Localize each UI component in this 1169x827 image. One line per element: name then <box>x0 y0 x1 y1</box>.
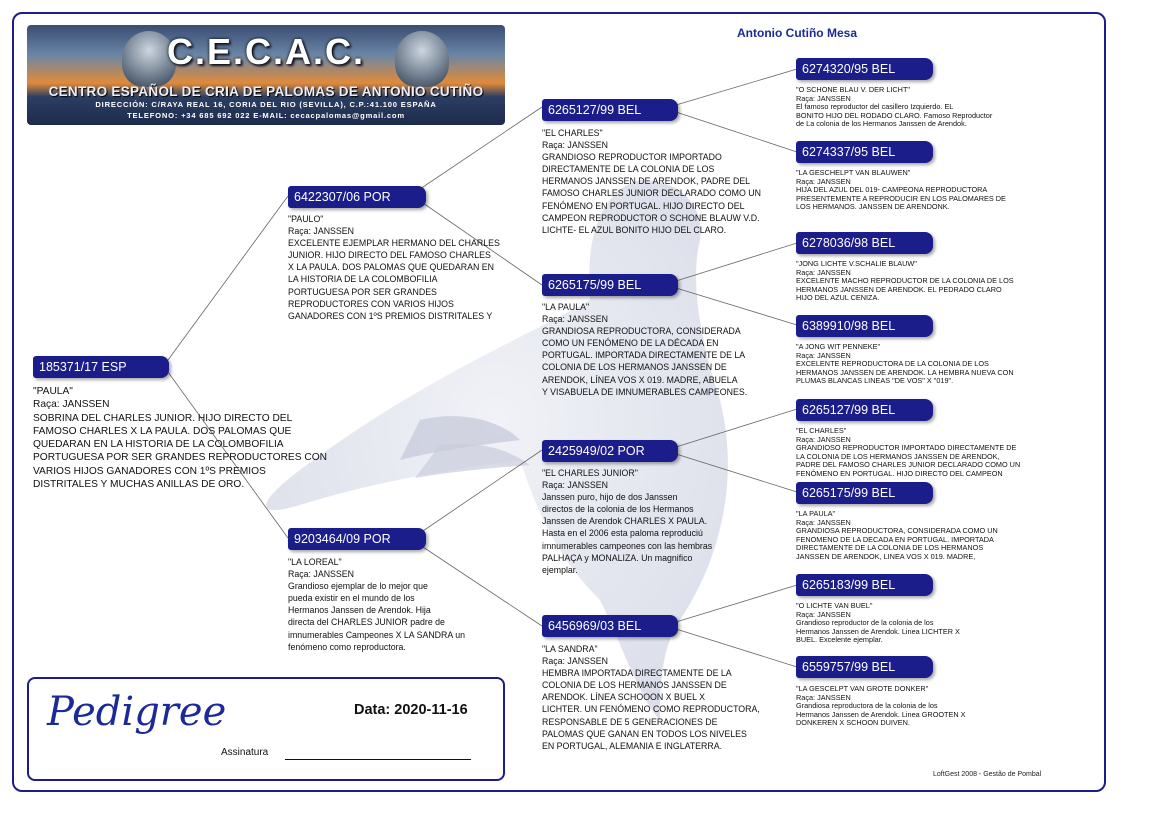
ggp-7-description: "O LICHTE VAN BUEL" Raça: JANSSEN Grandioso reproductor de la colonia de los Hermanos Janssen de Arendok. Linea LICHTER X BUEL. Excelente ejemplar. <box>796 601 960 645</box>
club-address: DIRECCIÓN: C/RAYA REAL 16, CORIA DEL RIO (SEVILLA), C.P.:41.100 ESPAÑA <box>95 100 437 109</box>
club-subtitle: CENTRO ESPAÑOL DE CRIA DE PALOMAS DE ANTONIO CUTIÑO <box>48 84 484 99</box>
ggp-7-ring-id[interactable]: 6265183/99 BEL <box>796 574 933 596</box>
print-date: Data: 2020-11-16 <box>354 702 468 718</box>
dam-dam-description: "LA SANDRA" Raça: JANSSEN HEMBRA IMPORTADA DIRECTAMENTE DE LA COLONIA DE LOS HERMANOS JANSSEN DE ARENDOK. LÍNEA SCHOOON X BUEL X LICHTER. UN FENÓMENO COMO REPRODUCTORA, RESPONSABLE DE 5 GENERACIONES DE PALOMAS QUE GANAN EN TODOS LOS NIVELES EN PORTUGAL, ALEMANIA E INGLATERRA. <box>542 644 760 751</box>
signature-label: Assinatura <box>221 747 269 758</box>
ggp-3-description: "JONG LICHTE V.SCHALIE BLAUW" Raça: JANSSEN EXCELENTE MACHO REPRODUCTOR DE LA COLONIA DE LOS HERMANOS JANSSEN DE ARENDOK. EL PEDRADO CLARO HIJO DEL AZUL CENIZA. <box>796 259 1014 303</box>
sire-dam-description: "LA PAULA" Raça: JANSSEN GRANDIOSA REPRODUCTORA, CONSIDERADA COMO UN FENÓMENO DE LA DÉCADA EN PORTUGAL. IMPORTADA DIRECTAMENTE DE LA COLONIA DE LOS HERMANOS JANSSEN DE ARENDOK, LÍNEA VOS X 019. MADRE, ABUELA Y VISABUELA DE IMNUMERABLES CAMPEONES. <box>542 302 748 397</box>
ggp-1-description: "O SCHONE BLAU V. DER LICHT" Raça: JANSSEN El famoso reproductor del casillero Izquierdo. EL BONITO HIJO DEL RODADO CLARO. Famoso Reproductor de La colonia de los Hermanos Janssen de Arendok. <box>796 85 993 129</box>
ggp-2-description: "LA GESCHELPT VAN BLAUWEN" Raça: JANSSEN HIJA DEL AZUL DEL 019- CAMPEONA REPRODUCTORA PRESENTEMENTE A REPRODUCIR EN LOS PALOMARES DE LOS HERMANOS. JANSSEN DE ARENDONK. <box>796 168 1006 212</box>
ggp-8-ring-id[interactable]: 6559757/99 BEL <box>796 656 933 678</box>
sire-ring-id[interactable]: 6422307/06 POR <box>288 186 426 208</box>
dam-description: "LA LOREAL" Raça: JANSSEN Grandioso ejemplar de lo mejor que pueda existir en el mundo de los Hermanos Janssen de Arendok. Hija directa del CHARLES JUNIOR padre de imnumerables Campeones X LA SANDRA un fenómeno como reproductora. <box>288 557 466 652</box>
dam-dam-ring-id[interactable]: 6456969/03 BEL <box>542 615 678 637</box>
dam-ring-id[interactable]: 9203464/09 POR <box>288 528 426 550</box>
subject-description: "PAULA" Raça: JANSSEN SOBRINA DEL CHARLES JUNIOR. HIJO DIRECTO DEL FAMOSO CHARLES X LA PAULA. DOS PALOMAS QUE QUEDARAN EN LA HISTORIA DE LA COLOMBOFILIA PORTUGUESA POR SER GRANDES REPRODUCTORES CON VARIOS HIJOS GANADORES CON 1ºS PREMIOS DISTRITALES Y MUCHAS ANILLAS DE ORO. <box>33 386 327 491</box>
signature-line[interactable] <box>285 759 471 760</box>
owner-name: Antonio Cutiño Mesa <box>737 26 857 40</box>
sire-dam-ring-id[interactable]: 6265175/99 BEL <box>542 274 678 296</box>
ggp-2-ring-id[interactable]: 6274337/95 BEL <box>796 141 933 163</box>
ggp-1-ring-id[interactable]: 6274320/95 BEL <box>796 58 933 80</box>
pedigree-logo: Pedigree <box>47 689 227 735</box>
dam-sire-ring-id[interactable]: 2425949/02 POR <box>542 440 678 462</box>
club-title: C.E.C.A.C. <box>166 31 365 72</box>
ggp-3-ring-id[interactable]: 6278036/98 BEL <box>796 232 933 254</box>
ggp-6-ring-id[interactable]: 6265175/99 BEL <box>796 482 933 504</box>
ggp-4-description: "A JONG WIT PENNEKE" Raça: JANSSEN EXCELENTE REPRODUCTORA DE LA COLONIA DE LOS HERMANOS JANSSEN DE ARENDOK. LA HEMBRA NUEVA CON PLUMAS BLANCAS LINEAS "DE VOS" X "019". <box>796 342 1014 386</box>
sire-sire-description: "EL CHARLES" Raça: JANSSEN GRANDIOSO REPRODUCTOR IMPORTADO DIRECTAMENTE DE LA COLONIA DE LOS HERMANOS JANSSEN DE ARENDOK, PADRE DEL FAMOSO CHARLES JUNIOR DECLARADO COMO UN FENÓMENO EN PORTUGAL. HIJO DIRECTO DEL CAMPEON REPRODUCTOR O SCHONE BLAUW V.D. LICHTE- EL AZUL BONITO HIJO DEL CLARO. <box>542 128 761 235</box>
ggp-5-ring-id[interactable]: 6265127/99 BEL <box>796 399 933 421</box>
sire-description: "PAULO" Raça: JANSSEN EXCELENTE EJEMPLAR HERMANO DEL CHARLES JUNIOR. HIJO DIRECTO DEL FAMOSO CHARLES X LA PAULA. DOS PALOMAS QUE QUEDARAN EN LA HISTORIA DE LA COLOMBOFILIA PORTUGUESA POR SER GRANDES REPRODUCTORES CON VARIOS HIJOS GANADORES CON 1ºS PREMIOS DISTRITALES Y <box>288 214 500 321</box>
software-credit: LoftGest 2008 - Gestão de Pombal <box>933 771 1042 778</box>
ggp-4-ring-id[interactable]: 6389910/98 BEL <box>796 315 933 337</box>
ggp-8-description: "LA GESCELPT VAN GROTE DONKER" Raça: JANSSEN Grandiosa reproductora de la colonia de los Hermanos Janssen de Arendok. Linea GROOTEN X DONKEREN X SCHOON DUIVEN. <box>796 684 966 728</box>
subject-ring-id[interactable]: 185371/17 ESP <box>33 356 169 378</box>
ggp-6-description: "LA PAULA" Raça: JANSSEN GRANDIOSA REPRODUCTORA, CONSIDERADA COMO UN FENOMENO DE LA DECADA EN PORTUGAL. IMPORTADA DIRECTAMENTE DE LA COLONIA DE LOS HERMANOS JANSSEN DE ARENDOK, LINEA VOS X 019. MADRE, <box>796 509 998 561</box>
club-contact: TELEFONO: +34 685 692 022 E-MAIL: cecacpalomas@gmail.com <box>127 111 405 120</box>
header-banner <box>27 25 505 125</box>
sire-sire-ring-id[interactable]: 6265127/99 BEL <box>542 99 678 121</box>
dam-sire-description: "EL CHARLES JUNIOR" Raça: JANSSEN Janssen puro, hijo de dos Janssen directos de la colonia de los Hermanos Janssen de Arendok CHARLES X PAULA. Hasta en el 2006 esta paloma reproduciú imnumerables campeones con las hembras PALHAÇA y MONALIZA. Un magnifico ejemplar. <box>542 468 713 575</box>
pedigree-footer-box <box>27 677 505 781</box>
ggp-5-description: "EL CHARLES" Raça: JANSSEN GRANDIOSO REPRODUCTOR IMPORTADO DIRECTAMENTE DE LA COLONIA DE LOS HERMANOS JANSSEN DE ARENDOK, PADRE DEL FAMOSO CHARLES JUNIOR DECLARADO COMO UN FENÓMENO EN PORTUGAL. HIJO DIRECTO DEL CAMPEON <box>796 426 1021 478</box>
